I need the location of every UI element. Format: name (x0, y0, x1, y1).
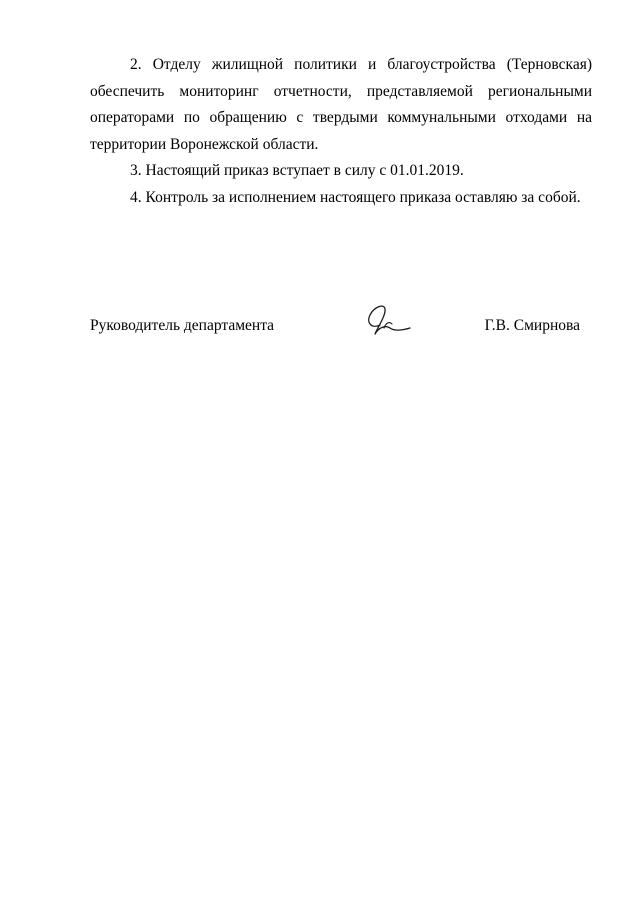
signer-name: Г.В. Смирнова (484, 317, 580, 334)
document-body (90, 52, 592, 211)
paragraph-item-2: 2. Отделу жилищной политики и благоустройства (Терновская) обеспечить мониторинг отчетности, представляемой региональными операторами по обращению с твердыми коммунальными отходами на территории Воронежской области. (90, 56, 592, 153)
paragraph-item-4: 4. Контроль за исполнением настоящего приказа оставляю за собой. (130, 188, 581, 206)
paragraph-item-3: 3. Настоящий приказ вступает в силу с 01.01.2019. (130, 162, 464, 179)
signer-position: Руководитель департамента (90, 317, 275, 334)
signature-block (90, 313, 592, 343)
handwritten-signature-icon (362, 301, 412, 341)
